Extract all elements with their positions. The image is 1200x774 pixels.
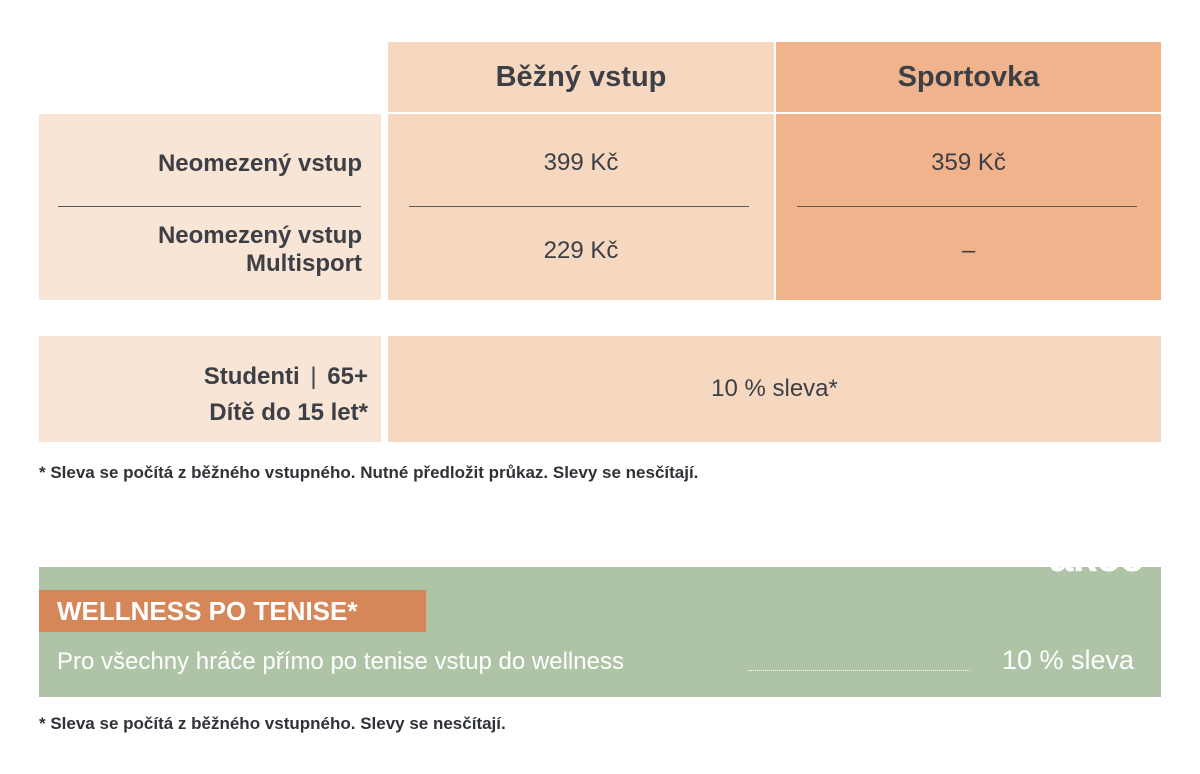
promo-value: 10 % sleva <box>1001 645 1134 675</box>
price-value: 399 Kč <box>543 149 619 176</box>
price-value: 359 Kč <box>931 149 1006 176</box>
promo-title: WELLNESS PO TENISE* <box>57 595 358 626</box>
cell-divider <box>409 206 749 207</box>
price-value: 229 Kč <box>543 237 619 264</box>
footnote-pricing: * Sleva se počítá z běžného vstupného. Nutné předložit průkaz. Slevy se nesčítají. <box>39 463 699 482</box>
promo-badge: akce <box>1049 532 1143 581</box>
promo-description: Pro všechny hráče přímo po tenise vstup do wellness <box>57 648 624 675</box>
row-label-multisport <box>50 222 362 278</box>
price-cell <box>388 228 774 274</box>
footnote-promo: * Sleva se počítá z běžného vstupného. Slevy se nesčítají. <box>39 714 506 733</box>
promo-title-tag <box>39 590 426 632</box>
price-cell <box>776 228 1161 274</box>
row-label-line: Multisport <box>246 250 362 277</box>
row-label-neomezeny-vstup: Neomezený vstup <box>157 150 362 177</box>
column-header-label: Běžný vstup <box>495 60 667 93</box>
row-divider <box>58 206 361 207</box>
row-label-line: Neomezený vstup <box>157 222 362 249</box>
discount-label-line: Studenti | 65+ <box>203 363 368 390</box>
price-value: – <box>961 237 976 264</box>
price-cell <box>388 140 774 186</box>
discount-value-cell <box>388 336 1161 442</box>
discount-label <box>50 355 368 435</box>
column-header-bezny-vstup <box>388 42 774 112</box>
price-cell <box>776 140 1161 186</box>
promo-leader-dots <box>748 670 970 671</box>
cell-divider <box>797 206 1137 207</box>
column-header-label: Sportovka <box>897 60 1040 93</box>
column-header-sportovka <box>776 42 1161 112</box>
discount-value: 10 % sleva* <box>711 375 838 402</box>
discount-label-line: Dítě do 15 let* <box>209 399 368 426</box>
promo-panel <box>39 567 1161 697</box>
